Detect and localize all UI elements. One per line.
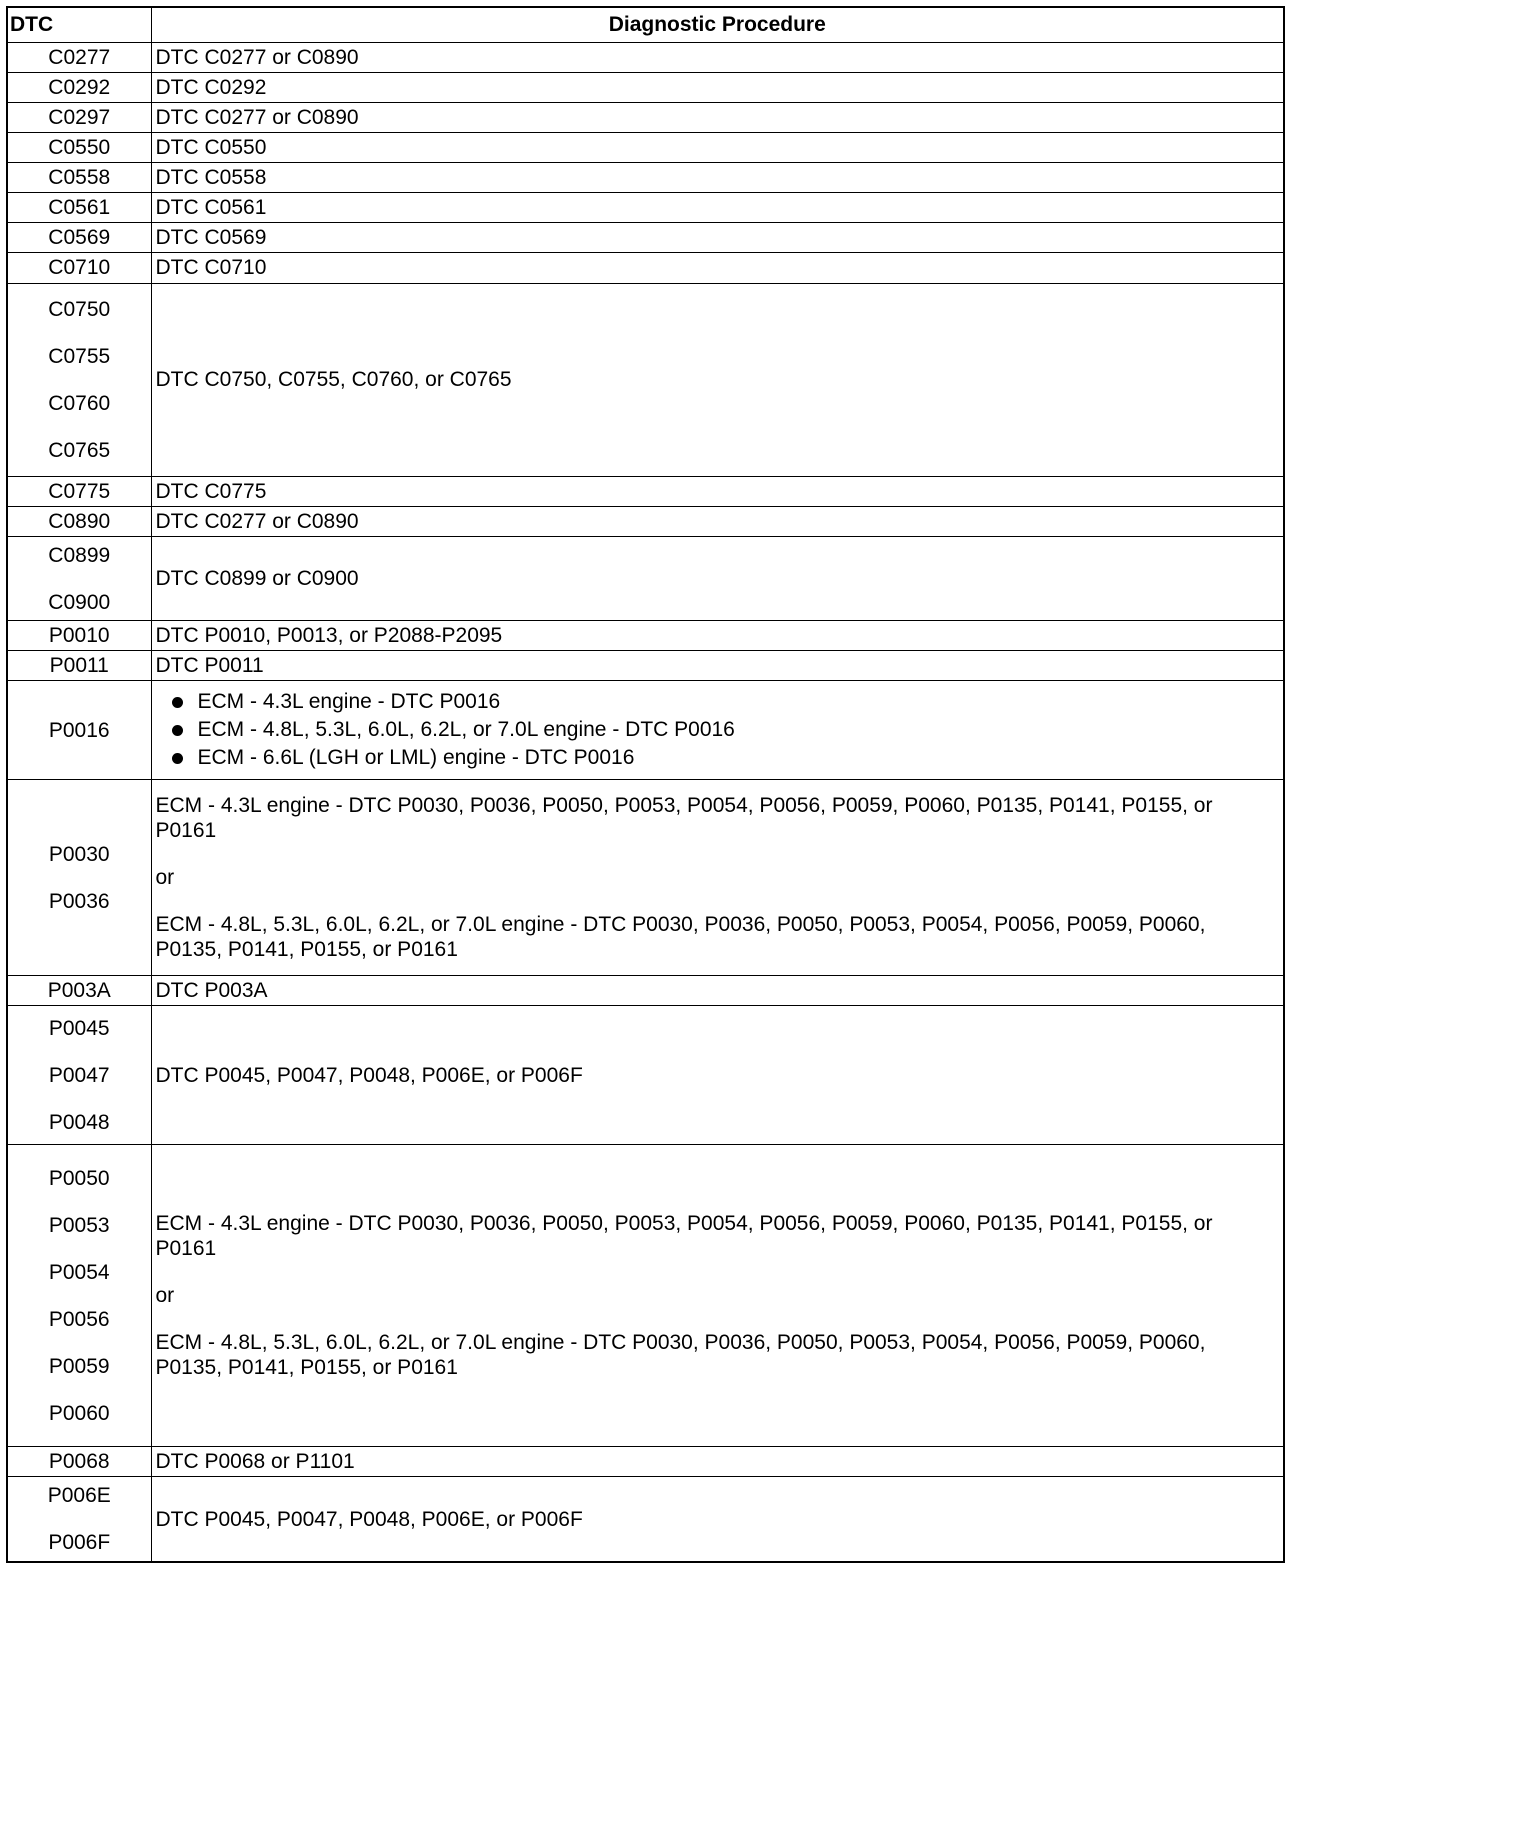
procedure-text: DTC P0011 [155,654,264,678]
procedure-text: DTC C0277 or C0890 [155,106,359,130]
dtc-code-cell [7,283,151,476]
procedure-text: DTC P0045, P0047, P0048, P006E, or P006F [155,1507,583,1531]
dtc-code: P0030 [48,842,110,866]
dtc-code: P0016 [48,718,110,742]
dtc-code: C0550 [48,136,111,160]
dtc-code: P0068 [48,1450,110,1474]
procedure-text: DTC P0068 or P1101 [155,1450,355,1474]
table-row [7,253,1284,283]
dtc-code: C0277 [48,46,111,70]
table-row [7,779,1284,976]
table-row [7,1145,1284,1447]
dtc-code: P0010 [48,624,110,648]
dtc-code: C0765 [48,438,111,462]
procedure-cell [151,43,1284,73]
dtc-code: P003A [47,979,111,1003]
table-row [7,163,1284,193]
table-row [7,506,1284,536]
dtc-code-cell [7,1006,151,1145]
procedure-text: DTC C0899 or C0900 [155,567,359,591]
dtc-code: P006E [47,1484,111,1508]
procedure-text: DTC C0710 [155,256,267,280]
dtc-code-cell [7,1145,151,1447]
dtc-code: P0011 [49,654,109,678]
procedure-text: DTC P0010, P0013, or P2088-P2095 [155,624,503,648]
procedure-text: DTC C0569 [155,226,267,250]
dtc-code-cell [7,681,151,779]
procedure-cell [151,651,1284,681]
dtc-code: C0900 [48,590,111,614]
procedure-cell [151,621,1284,651]
procedure-cell [151,779,1284,976]
table-row [7,283,1284,476]
procedure-cell [151,1145,1284,1447]
procedure-cell [151,976,1284,1006]
procedure-cell [151,223,1284,253]
dtc-table [6,6,1285,1563]
dtc-code-cell [7,73,151,103]
dtc-code: C0750 [48,297,111,321]
table-row [7,103,1284,133]
table-row [7,133,1284,163]
procedure-text: DTC C0277 or C0890 [155,509,359,533]
dtc-code: C0890 [48,509,111,533]
dtc-code: P0054 [48,1260,110,1284]
dtc-code-cell [7,253,151,283]
dtc-code-cell [7,133,151,163]
dtc-code-cell [7,976,151,1006]
dtc-code-cell [7,193,151,223]
procedure-text: ECM - 4.8L, 5.3L, 6.0L, 6.2L, or 7.0L engine - DTC P0030, P0036, P0050, P0053, P0054, P0056, P0059, P0060, P0135, P0141, P0155, or P0161 [155,913,1206,962]
dtc-code-cell [7,1477,151,1562]
table-row [7,193,1284,223]
procedure-text: DTC C0775 [155,479,267,503]
procedure-text: DTC C0750, C0755, C0760, or C0765 [155,368,512,392]
table-row [7,536,1284,620]
procedure-cell [151,253,1284,283]
procedure-cell [151,476,1284,506]
dtc-code-cell [7,536,151,620]
procedure-text: DTC C0550 [155,136,267,160]
dtc-code-cell [7,43,151,73]
procedure-cell [151,193,1284,223]
dtc-code: P0056 [48,1307,110,1331]
dtc-code: P006F [48,1531,111,1555]
procedure-text: ECM - 4.3L engine - DTC P0030, P0036, P0050, P0053, P0054, P0056, P0059, P0060, P0135, P0141, P0155, or P0161 [155,794,1213,843]
dtc-code: P0036 [48,889,110,913]
dtc-code: P0045 [48,1016,110,1040]
procedure-text: DTC P003A [155,979,268,1003]
procedure-cell [151,1447,1284,1477]
dtc-code: C0569 [48,226,111,250]
dtc-code: P0059 [48,1354,110,1378]
table-row [7,651,1284,681]
procedure-or-separator: or [155,866,175,890]
dtc-code-cell [7,506,151,536]
procedure-or-separator: or [155,1284,175,1308]
dtc-code: C0760 [48,391,111,415]
table-row [7,1006,1284,1145]
dtc-code: P0050 [48,1166,110,1190]
procedure-text: DTC C0558 [155,166,267,190]
dtc-code: C0561 [48,196,111,220]
dtc-code: C0710 [48,256,111,280]
procedure-text: DTC C0561 [155,196,267,220]
procedure-cell [151,1006,1284,1145]
procedure-bullet-list [156,688,1244,772]
procedure-column-header: Diagnostic Procedure [151,7,1284,43]
dtc-code: C0297 [48,106,111,130]
procedure-text: DTC P0045, P0047, P0048, P006E, or P006F [155,1063,583,1087]
table-row [7,73,1284,103]
dtc-code: C0775 [48,479,111,503]
dtc-column-header: DTC [7,7,151,43]
dtc-code: P0060 [48,1401,110,1425]
dtc-code-cell [7,779,151,976]
dtc-code: C0558 [48,166,111,190]
table-row [7,976,1284,1006]
table-row [7,681,1284,779]
procedure-cell [151,103,1284,133]
table-body [7,43,1284,1563]
procedure-bullet-item: ECM - 4.8L, 5.3L, 6.0L, 6.2L, or 7.0L engine - DTC P0016 [156,716,1244,744]
dtc-code: C0292 [48,76,111,100]
table-header-row [7,7,1284,43]
dtc-code: C0899 [48,543,111,567]
dtc-code: P0053 [48,1213,110,1237]
dtc-code: C0755 [48,344,111,368]
procedure-cell [151,536,1284,620]
procedure-text: DTC C0292 [155,76,267,100]
table-row [7,476,1284,506]
dtc-code: P0047 [48,1063,110,1087]
dtc-code-cell [7,103,151,133]
procedure-cell [151,163,1284,193]
procedure-text: ECM - 4.3L engine - DTC P0030, P0036, P0050, P0053, P0054, P0056, P0059, P0060, P0135, P0141, P0155, or P0161 [155,1212,1213,1261]
dtc-code-cell [7,476,151,506]
procedure-cell [151,506,1284,536]
table-row [7,1447,1284,1477]
table-row [7,621,1284,651]
procedure-bullet-item: ECM - 4.3L engine - DTC P0016 [156,688,1244,716]
procedure-bullet-item: ECM - 6.6L (LGH or LML) engine - DTC P0016 [156,744,1244,772]
dtc-code-cell [7,223,151,253]
procedure-cell [151,1477,1284,1562]
procedure-cell [151,283,1284,476]
procedure-cell [151,133,1284,163]
dtc-code-cell [7,621,151,651]
dtc-code: P0048 [48,1110,110,1134]
dtc-code-cell [7,1447,151,1477]
table-row [7,1477,1284,1562]
table-row [7,223,1284,253]
procedure-text: ECM - 4.8L, 5.3L, 6.0L, 6.2L, or 7.0L engine - DTC P0030, P0036, P0050, P0053, P0054, P0056, P0059, P0060, P0135, P0141, P0155, or P0161 [155,1331,1206,1380]
dtc-code-cell [7,163,151,193]
procedure-cell [151,681,1284,779]
procedure-cell [151,73,1284,103]
dtc-code-cell [7,651,151,681]
table-row [7,43,1284,73]
procedure-text: DTC C0277 or C0890 [155,46,359,70]
